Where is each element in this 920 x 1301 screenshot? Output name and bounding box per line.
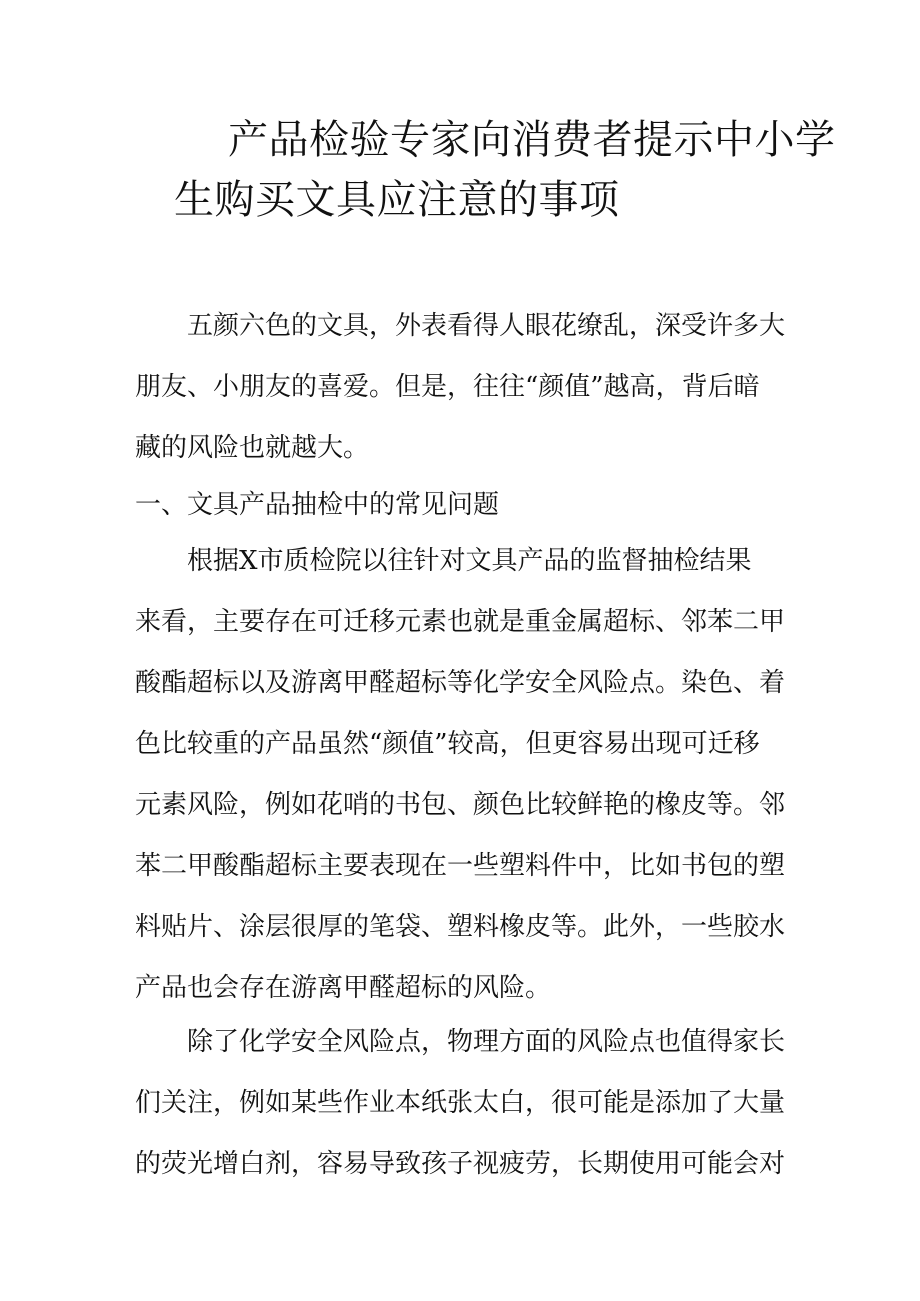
text-line: 朋友、小朋友的喜爱。但是，往往“颜值”越高，背后暗 [135, 372, 760, 402]
text-line: 的荧光增白剂，容易导致孩子视疲劳，长期使用可能会对 [135, 1149, 786, 1179]
text-line: 料贴片、涂层很厚的笔袋、塑料橡皮等。此外，一些胶水 [135, 912, 786, 942]
text-line: 藏的风险也就越大。 [135, 433, 370, 463]
text-line: 五颜六色的文具，外表看得人眼花缭乱，深受许多大 [135, 311, 786, 341]
document-title-line-2: 生购买文具应注意的事项 [174, 177, 620, 223]
paragraph-physical-risks [135, 1012, 795, 1195]
text-line: 们关注，例如某些作业本纸张太白，很可能是添加了大量 [135, 1088, 786, 1118]
heading-text: 一、文具产品抽检中的常见问题 [135, 490, 500, 520]
paragraph-chemical-risks [135, 531, 795, 1019]
section-heading [135, 475, 795, 536]
paragraph-intro [135, 296, 795, 479]
text-line: 产品也会存在游离甲醛超标的风险。 [135, 973, 552, 1003]
text-line: 元素风险，例如花哨的书包、颜色比较鲜艳的橡皮等。邻 [135, 790, 786, 820]
text-line: 酸酯超标以及游离甲醛超标等化学安全风险点。染色、着 [135, 668, 786, 698]
text-line: 根据X市质检院以往针对文具产品的监督抽检结果 [135, 546, 752, 576]
text-line: 色比较重的产品虽然“颜值”较高，但更容易出现可迁移 [135, 729, 760, 759]
text-line: 来看，主要存在可迁移元素也就是重金属超标、邻苯二甲 [135, 607, 786, 637]
text-line: 苯二甲酸酯超标主要表现在一些塑料件中，比如书包的塑 [135, 851, 786, 881]
document-title-line-1: 产品检验专家向消费者提示中小学 [228, 117, 836, 163]
text-line: 除了化学安全风险点，物理方面的风险点也值得家长 [135, 1027, 786, 1057]
